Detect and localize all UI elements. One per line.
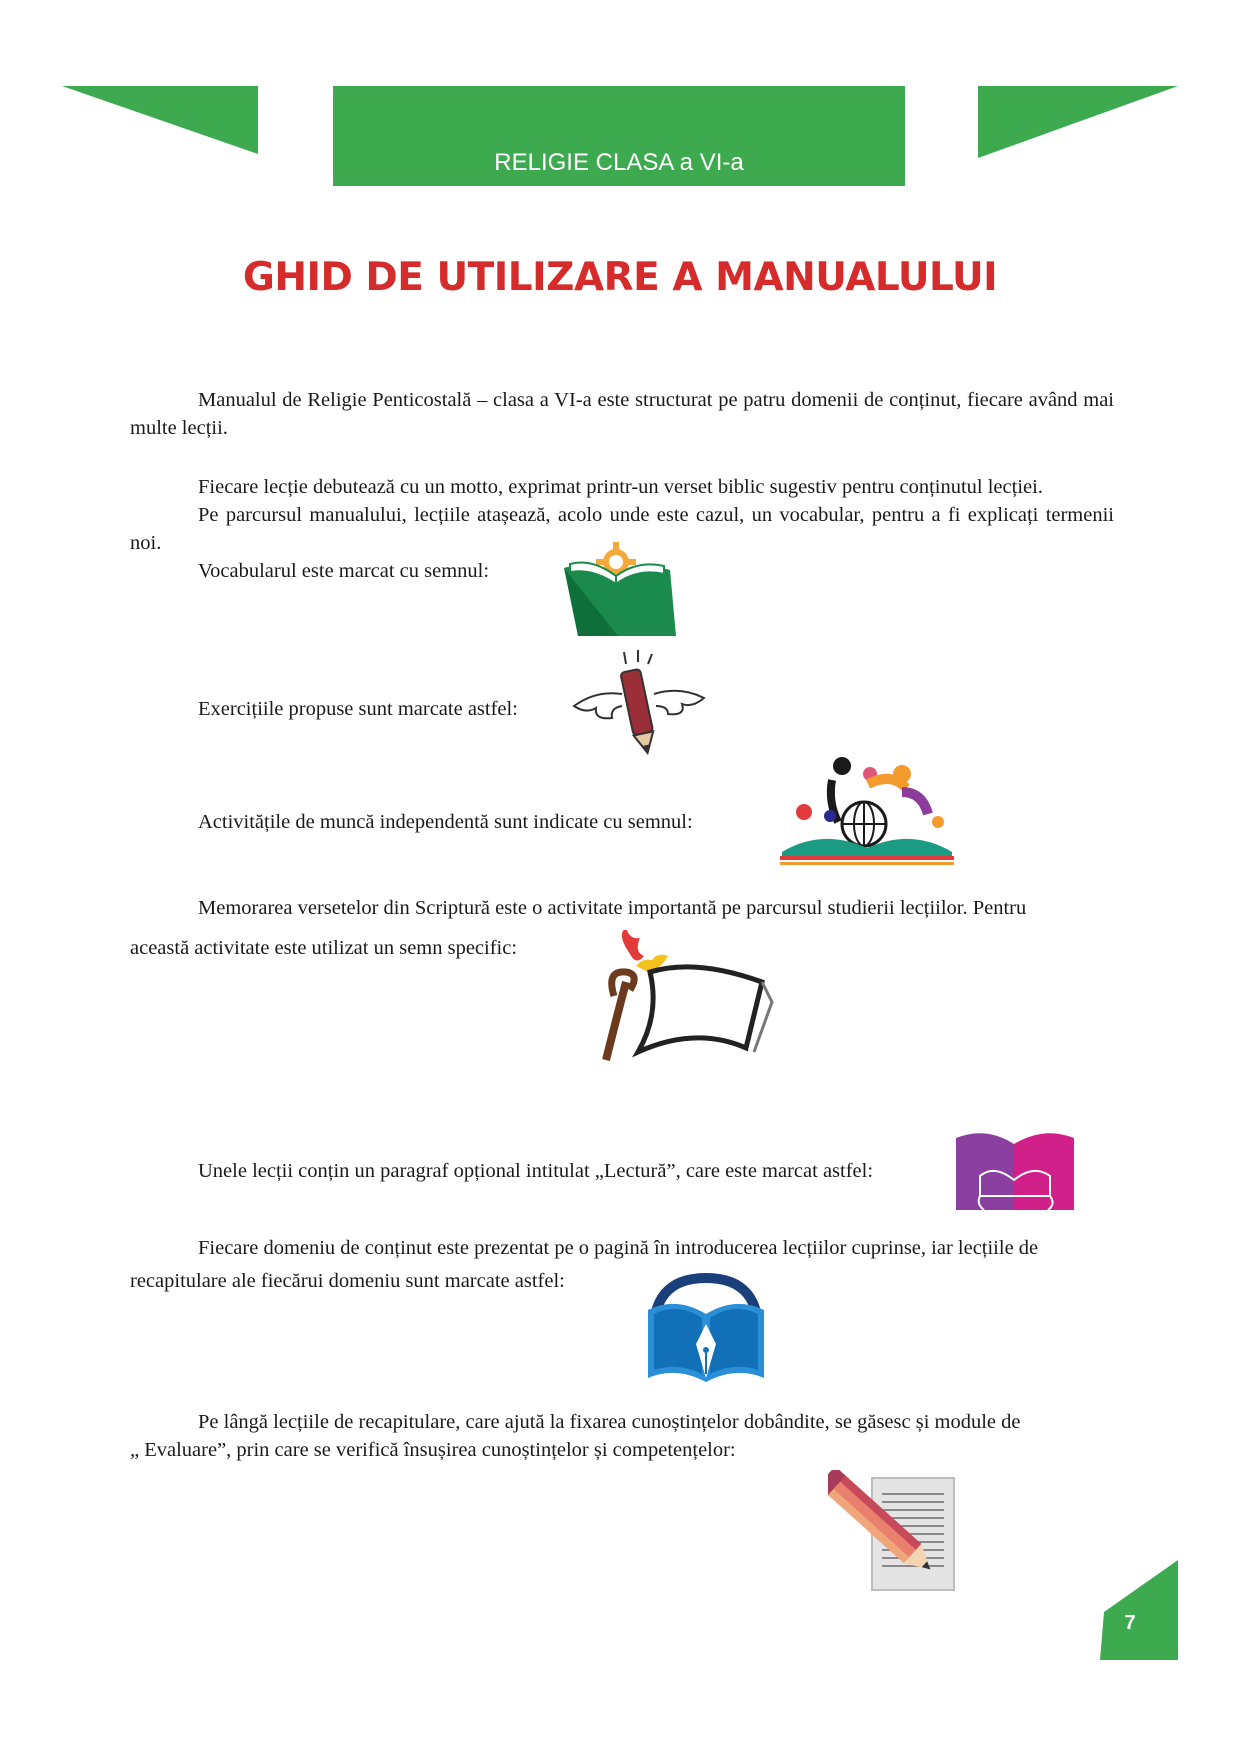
winged-pencil-icon: [566, 650, 716, 760]
reading-book-icon: [950, 1118, 1080, 1214]
independent-work-icon: [772, 752, 962, 870]
evaluation-text-line1: Pe lângă lecțiile de recapitulare, care ajută la fixarea cunoștințelor dobândite, se găsesc și module de: [198, 1411, 1021, 1433]
exercises-text: Exercițiile propuse sunt marcate astfel:: [198, 698, 518, 720]
paragraph-structure: Manualul de Religie Penticostală – clasa a VI-a este structurat pe patru domenii de conținut, fiecare având mai multe lecții.: [130, 389, 1114, 439]
torch-scroll-icon: [596, 930, 780, 1062]
header-right-decoration: [978, 86, 1178, 158]
recap-text-line2: recapitulare ale fiecărui domeniu sunt marcate astfel:: [130, 1270, 565, 1292]
vocabulary-book-icon: [558, 540, 678, 640]
memorization-text-line2: această activitate este utilizat un semn specific:: [130, 937, 518, 959]
independent-work-text: Activitățile de muncă independentă sunt indicate cu semnul:: [198, 811, 693, 833]
page-title: GHID DE UTILIZARE A MANUALULUI: [242, 255, 998, 300]
header-title: RELIGIE CLASA a VI-a: [494, 149, 744, 176]
page-corner-decoration: [1100, 1560, 1178, 1660]
header-left-decoration: [62, 86, 258, 156]
evaluation-text-line2: „ Evaluare”, prin care se verifică însușirea cunoștințelor și competențelor:: [130, 1439, 736, 1461]
reading-text: Unele lecții conțin un paragraf opțional intitulat „Lectură”, care este marcat astfel:: [198, 1160, 874, 1182]
paragraph-motto: Fiecare lecție debutează cu un motto, exprimat printr-un verset biblic sugestiv pentru conținutul lecției.: [198, 476, 1043, 498]
page-number: 7: [1124, 1612, 1136, 1634]
recap-text-line1: Fiecare domeniu de conținut este prezentat pe o pagină în introducerea lecțiilor cuprinse, iar lecțiile de: [198, 1237, 1039, 1259]
vocabulary-text: Vocabularul este marcat cu semnul:: [198, 560, 490, 582]
paragraph-vocabulary-intro: Pe parcursul manualului, lecțiile atașează, acolo unde este cazul, un vocabular, pentru a fi explicați termenii noi.: [130, 504, 1114, 554]
memorization-text-line1: Memorarea versetelor din Scriptură este o activitate importantă pe parcursul studierii lecțiilor. Pentru: [198, 897, 1027, 919]
recap-headphone-book-icon: [640, 1270, 772, 1386]
evaluation-pencil-icon: [828, 1470, 968, 1600]
